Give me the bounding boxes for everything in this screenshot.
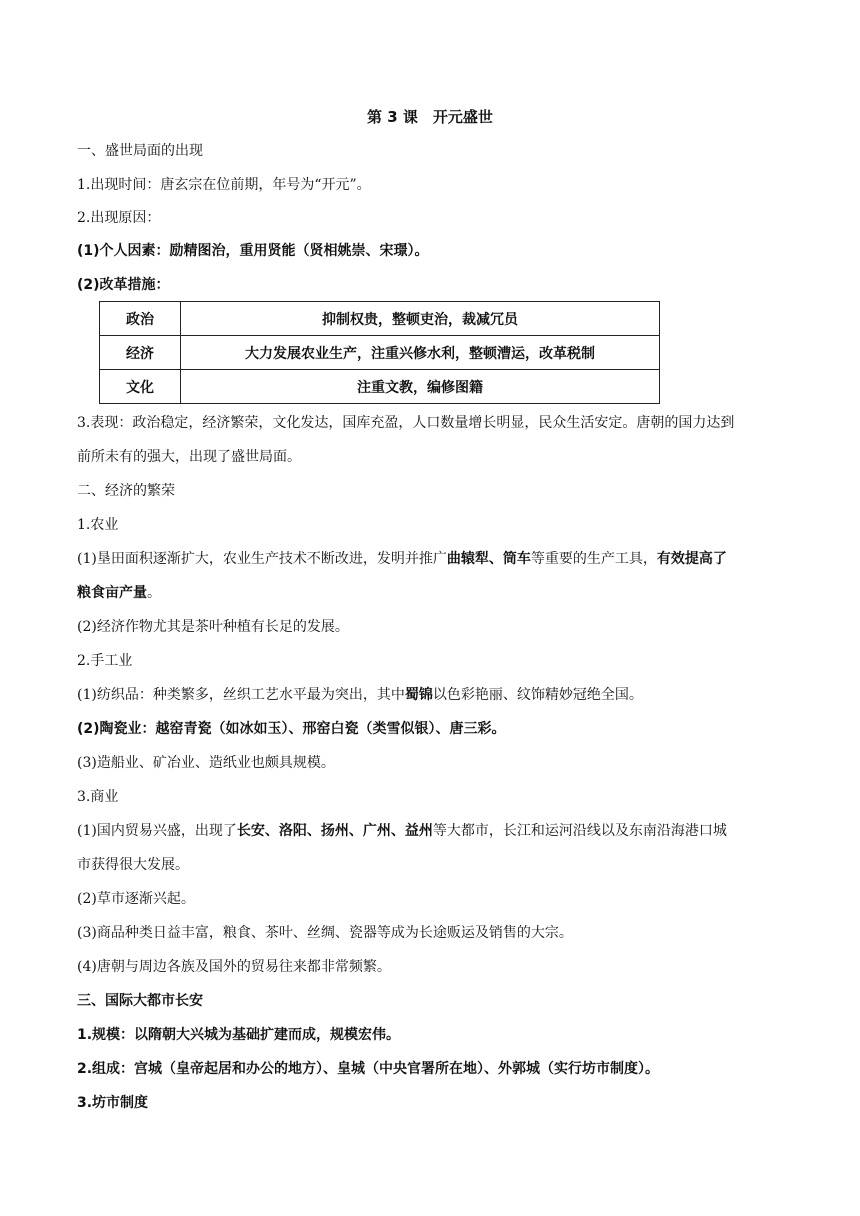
- paragraph-trade-1: [77, 821, 787, 841]
- paragraph-causes: 2.出现原因：: [77, 210, 161, 226]
- text-run-bold: 曲辕犁: [446, 551, 489, 567]
- table-cell-value: 大力发展农业生产，注重兴修水利，整顿漕运，改革税制: [181, 336, 660, 370]
- paragraph-time: 1.出现时间：唐玄宗在位前期，年号为“开元”。: [77, 177, 371, 193]
- text-run-bold: 筒车: [502, 551, 531, 567]
- paragraph-trade-4: (4)唐朝与周边各族及国外的贸易往来都非常频繁。: [77, 959, 391, 975]
- paragraph-trade-1b: 市获得很大发展。: [77, 857, 189, 873]
- text-run: (1)国内贸易兴盛，出现了: [77, 823, 237, 839]
- text-run: 等重要的生产工具，: [530, 551, 657, 567]
- paragraph-trade-3: (3)商品种类日益丰富，粮食、茶叶、丝绸、瓷器等成为长途贩运及销售的大宗。: [77, 925, 573, 941]
- paragraph-fangshi: 3.坊市制度: [77, 1095, 149, 1111]
- table-cell-value: 注重文教，编修图籍: [181, 370, 660, 404]
- paragraph-ceramics: (2)陶瓷业：越窑青瓷（如冰如玉）、邢窑白瓷（类雪似银）、唐三彩。: [77, 721, 506, 737]
- subheading-commerce: 3.商业: [77, 789, 119, 805]
- lesson-title: 第 3 课 开元盛世: [367, 108, 493, 126]
- table-row: [100, 336, 660, 370]
- table-cell-key: 文化: [100, 370, 181, 404]
- section-heading-2: 二、经济的繁荣: [77, 483, 175, 499]
- paragraph-composition: 2.组成：宫城（皇帝起居和办公的地方）、皇城（中央官署所在地）、外郭城（实行坊市制度）。: [77, 1061, 660, 1077]
- paragraph-shipbuilding: (3)造船业、矿冶业、造纸业也颇具规模。: [77, 755, 335, 771]
- paragraph-agriculture-1: [77, 549, 787, 569]
- paragraph-agriculture-2: (2)经济作物尤其是茶叶种植有长足的发展。: [77, 619, 349, 635]
- text-run-bold: 有效提高了: [656, 551, 727, 567]
- section-heading-3: 三、国际大都市长安: [77, 993, 203, 1009]
- table-row: [100, 302, 660, 336]
- paragraph-agriculture-1b: [77, 583, 787, 603]
- table-row: [100, 370, 660, 404]
- text-run: 以色彩艳丽、纹饰精妙冠绝全国。: [432, 687, 643, 703]
- text-run-bold: 、: [488, 551, 503, 567]
- table-cell-key: 经济: [100, 336, 181, 370]
- text-run-bold: 长安、洛阳、扬州、广州、益州: [236, 823, 433, 839]
- paragraph-performance-1: 3.表现：政治稳定，经济繁荣，文化发达，国库充盈，人口数量增长明显，民众生活安定。唐朝的国力达到: [77, 415, 735, 431]
- subheading-handicraft: 2.手工业: [77, 653, 133, 669]
- paragraph-reforms: (2)改革措施：: [77, 277, 170, 293]
- text-run: 。: [147, 585, 161, 601]
- paragraph-textiles: [77, 685, 787, 705]
- table-cell-value: 抑制权贵，整顿吏治，裁减冗员: [181, 302, 660, 336]
- text-run-bold: 蜀锦: [404, 687, 433, 703]
- paragraph-personal-factor: (1)个人因素：励精图治，重用贤能（贤相姚崇、宋璟）。: [77, 243, 429, 259]
- subheading-agriculture: 1.农业: [77, 517, 119, 533]
- table-cell-key: 政治: [100, 302, 181, 336]
- text-run: 等大都市，长江和运河沿线以及东南沿海港口城: [432, 823, 727, 839]
- section-heading-1: 一、盛世局面的出现: [77, 143, 203, 159]
- text-run: (1)纺织品：种类繁多，丝织工艺水平最为突出，其中: [77, 687, 405, 703]
- paragraph-scale: 1.规模：以隋朝大兴城为基础扩建而成，规模宏伟。: [77, 1027, 401, 1043]
- paragraph-trade-2: (2)草市逐渐兴起。: [77, 891, 195, 907]
- text-run-bold: 粮食亩产量: [77, 585, 147, 601]
- reform-table: [99, 301, 660, 404]
- paragraph-performance-2: 前所未有的强大，出现了盛世局面。: [77, 449, 301, 465]
- text-run: (1)垦田面积逐渐扩大，农业生产技术不断改进，发明并推广: [77, 551, 447, 567]
